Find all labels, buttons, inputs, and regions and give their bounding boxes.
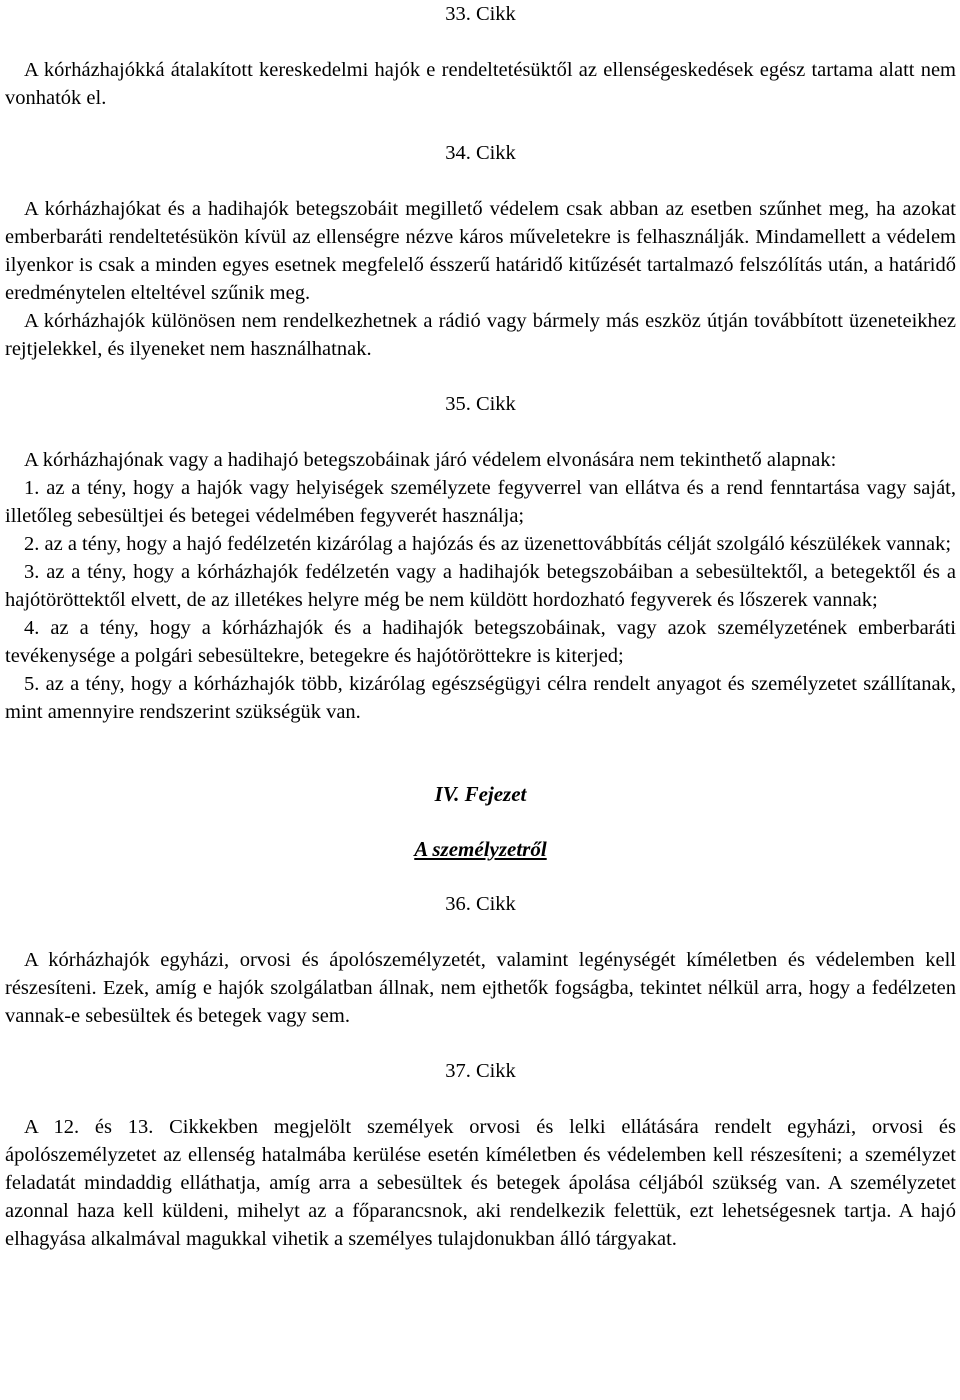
spacer	[5, 167, 956, 195]
spacer	[5, 112, 956, 139]
article-heading-36: 36. Cikk	[445, 893, 516, 915]
article-35-item-1: 1. az a tény, hogy a hajók vagy helyiségek személyzete fegyverrel van ellátva és a rend fenntartása vagy saját, illetőleg sebesültjei és betegei védelmében fegyverét használja;	[5, 477, 956, 527]
article-33-paragraph-1: A kórházhajókká átalakított kereskedelmi hajók e rendeltetésüktől az ellenségeskedések egész tartama alatt nem vonhatók el.	[5, 59, 956, 109]
spacer	[5, 28, 956, 56]
article-34-paragraph-1: A kórházhajókat és a hadihajók betegszobáit megillető védelem csak abban az esetben szűnhet meg, ha azokat emberbaráti rendeltetésükön kívül az ellenségre nézve káros műveletekre is felhasználják. Mindamellett a védelem ilyenkor is csak a minden egyes esetnek megfelelő ésszerű határidő kitűzését tartalmazó felszólítás után, a határidő eredménytelen elteltével szűnik meg.	[5, 198, 956, 304]
article-35-item-4: 4. az a tény, hogy a kórházhajók és a hadihajók betegszobáinak, vagy azok személyzetének emberbaráti tevékenysége a polgári sebesültekre, betegekre és hajótöröttekre is kiterjed;	[5, 617, 956, 667]
spacer	[5, 1085, 956, 1113]
spacer	[5, 863, 956, 890]
spacer	[5, 726, 956, 780]
spacer	[5, 363, 956, 390]
article-36-paragraph-1: A kórházhajók egyházi, orvosi és ápolószemélyzetét, valamint legénységét kíméletben és védelemben kell részesíteni. Ezek, amíg e hajók szolgálatban állnak, nem ejthetők fogságba, tekintet nélkül arra, hogy a fedélzeten vannak-e sebesültek és betegek vagy sem.	[5, 949, 956, 1027]
article-heading-35: 35. Cikk	[445, 393, 516, 415]
document-page	[5, 0, 956, 1253]
article-heading-34: 34. Cikk	[445, 142, 516, 164]
article-37-paragraph-1: A 12. és 13. Cikkekben megjelölt személyek orvosi és lelki ellátására rendelt egyházi, orvosi és ápolószemélyzetet az ellenség hatalmába kerülése esetén kíméletben és védelemben kell részesíteni; a személyzet feladatát mindaddig elláthatja, amíg arra a sebesültek és betegek ápolása céljából szükség van. A személyzetet azonnal haza kell küldeni, mihelyt az a főparancsnok, aki rendelkezik felettük, ezt lehetségesnek tartja. A hajó elhagyása alkalmával magukkal vihetik a személyes tulajdonukban álló tárgyakat.	[5, 1116, 956, 1250]
article-35-item-3: 3. az a tény, hogy a kórházhajók fedélzetén vagy a hadihajók betegszobáiban a sebesültektől, a betegektől és a hajótöröttektől elvett, de az illetékes helyre még be nem küldött hordozható fegyverek és lőszerek vannak;	[5, 561, 956, 611]
article-heading-33: 33. Cikk	[445, 3, 516, 25]
spacer	[5, 1030, 956, 1057]
spacer	[5, 918, 956, 946]
article-35-item-5: 5. az a tény, hogy a kórházhajók több, kizárólag egészségügyi célra rendelt anyagot és személyzetet szállítanak, mint amennyire rendszerint szükségük van.	[5, 673, 956, 723]
article-heading-37: 37. Cikk	[445, 1060, 516, 1082]
article-34-paragraph-2: A kórházhajók különösen nem rendelkezhetnek a rádió vagy bármely más eszköz útján továbbított üzeneteikhez rejtjelekkel, és ilyeneket nem használhatnak.	[5, 310, 956, 360]
chapter-subtitle: A személyzetről	[414, 837, 547, 861]
article-35-intro: A kórházhajónak vagy a hadihajó betegszobáinak járó védelem elvonására nem tekinthető alapnak:	[24, 449, 837, 471]
article-35-item-2: 2. az a tény, hogy a hajó fedélzetén kizárólag a hajózás és az üzenettovábbítás célját szolgáló készülékek vannak;	[24, 533, 952, 555]
chapter-title: IV. Fejezet	[434, 782, 527, 806]
spacer	[5, 418, 956, 446]
spacer	[5, 808, 956, 835]
